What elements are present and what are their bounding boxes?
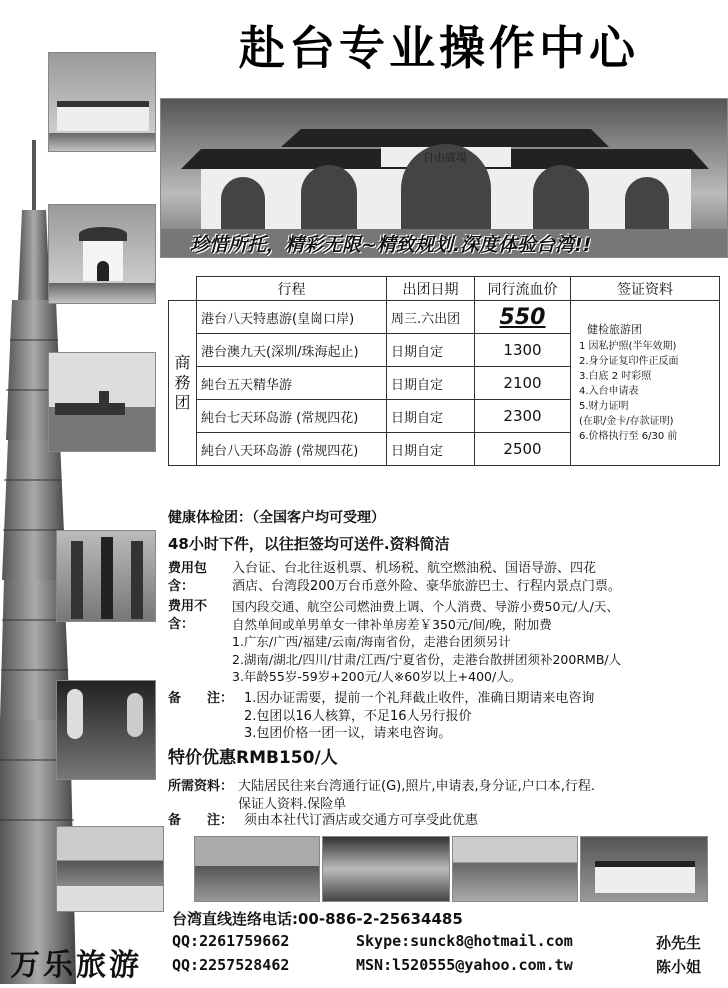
route-cell: 港台八天特惠游(皇崗口岸): [197, 301, 387, 334]
notes-section: 备 注： 1.因办证需要，提前一个礼拜截止收件，准确日期请来电咨询 2.包团以16人核算，不足16人另行报价 3.包团价格一团一议，请来电咨询。: [168, 691, 595, 741]
date-cell: 日期自定: [387, 433, 475, 466]
honor-guard-photo: [56, 530, 156, 622]
health-group-line: 健康体检团：（全国客户均可受理）: [168, 510, 385, 526]
qq-2: QQ:2257528462: [172, 956, 290, 974]
route-cell: 純台八天环岛游 (常规四花): [197, 433, 387, 466]
harbor-ship-photo: [48, 352, 156, 452]
qq-1: QQ:2261759662: [172, 932, 290, 950]
memorial-hall-photo: [48, 204, 156, 304]
col-visa: 签证资料: [571, 277, 720, 301]
table-row: [169, 301, 720, 334]
price-cell: 2300: [475, 400, 571, 433]
gate-night-photo: [580, 836, 708, 902]
date-cell: 周三.六出团: [387, 301, 475, 334]
date-cell: 日期自定: [387, 367, 475, 400]
business-group-label: 商 務 团: [169, 301, 197, 466]
price-cell: 2500: [475, 433, 571, 466]
fee-exclude-section: 费用不含： 国内段交通、航空公司燃油费上调、个人消费、导游小费50元/人/天、 自然单间或单男单女一律补单房差￥350元/间/晚，附加费 1.广东/广西/福建/云南/海南省份，走港台团须另计 2.湖南/湖北/四川/甘肃/江西/宁夏省份，走港台散拼团须补200RMB/人 3.年龄55岁-59岁+200元/人※60岁以上+400/人。: [168, 599, 622, 684]
special-offer: 特价优惠RMB150/人: [168, 748, 338, 768]
hotline: 台湾直线连络电话:00-886-2-25634485: [172, 910, 463, 928]
notes2-section: 备 注： 须由本社代订酒店或交通方可享受此优惠: [168, 813, 479, 828]
route-cell: 純台五天精华游: [197, 367, 387, 400]
contact-person-1: 孙先生: [656, 934, 702, 952]
slogan: 珍惜所托，精彩无限~精致规划.深度体验台湾!!: [190, 234, 592, 256]
col-date: 出团日期: [387, 277, 475, 301]
palace-photo: [48, 52, 156, 152]
contact-person-2: 陈小姐: [656, 958, 702, 976]
col-price: 同行流血价: [475, 277, 571, 301]
city-skyline-photo: [322, 836, 450, 902]
night-market-photo: [56, 680, 156, 780]
route-cell: 港台澳九天(深圳/珠海起止): [197, 334, 387, 367]
msn-contact: MSN:l520555@yahoo.com.tw: [356, 956, 573, 974]
brand-name: 万乐旅游: [10, 948, 142, 983]
price-cell: 2100: [475, 367, 571, 400]
fee-include-section: 费用包含： 入台证、台北往返机票、机场税、航空燃油税、国语导游、四花 酒店、台湾段200万台币意外险、豪华旅游巴士、行程内景点门票。: [168, 561, 621, 594]
route-cell: 純台七天环岛游 (常规四花): [197, 400, 387, 433]
date-cell: 日期自定: [387, 334, 475, 367]
gate-sign: 自由廣場: [423, 151, 467, 164]
fast-processing-line: 48小时下件，以往拒签均可送件.资料简洁: [168, 535, 450, 553]
rock-coast-photo: [452, 836, 578, 902]
page-title: 赴台专业操作中心: [239, 21, 639, 75]
tour-price-table: [168, 276, 720, 466]
coast-photo: [194, 836, 320, 902]
col-route: 行程: [197, 277, 387, 301]
skype-contact: Skype:sunck8@hotmail.com: [356, 932, 573, 950]
date-cell: 日期自定: [387, 400, 475, 433]
price-cell: 550: [475, 301, 571, 334]
sun-moon-lake-photo: [56, 826, 164, 912]
visa-requirements: 健检旅游团 1 因私护照(半年效期) 2.身分证复印件正反面 3.白底 2 吋彩照 4.入台申请表 5.财力证明 (在职/金卡/存款证明) 6.价格执行至 6/30 前: [571, 301, 720, 466]
price-cell: 1300: [475, 334, 571, 367]
required-docs-section: 所需资料： 大陆居民往来台湾通行证(G),照片,申请表,身分证,户口本,行程. 保证人资料.保险单: [168, 779, 596, 812]
